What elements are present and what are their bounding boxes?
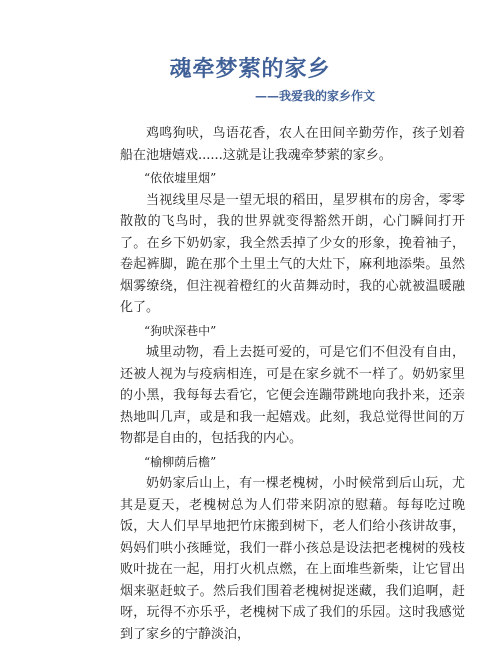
essay-title: 魂牵梦萦的家乡 bbox=[169, 56, 331, 82]
section-heading-3: “榆柳荫后檐” bbox=[144, 454, 217, 469]
section-paragraph-1: 当视线里尽是一望无垠的稻田，星罗棋布的房舍，零零散散的飞鸟时，我的世界就变得豁然开朗，心门瞬间打开了。在乡下奶奶家，我全然丢掉了少女的形象，挽着袖子，卷起裤脚，跪在那个土里土气的大灶下，麻利地添柴。虽然烟雾缭绕，但注视着橙红的火苗舞动时，我的心就被温暖融化了。 bbox=[120, 192, 465, 315]
section-heading-1: “依依墟里烟” bbox=[144, 171, 217, 185]
intro-paragraph: 鸡鸣狗吠，鸟语花香，农人在田间辛勤劳作，孩子划着船在池塘嬉戏......这就是让我魂牵梦萦的家乡。 bbox=[120, 126, 465, 163]
essay-body bbox=[120, 123, 465, 645]
section-paragraph-2: 城里动物，看上去挺可爱的，可是它们不但没有自由，还被人视为与疫病相连，可是在家乡就不一样了。奶奶家里的小黑，我每每去看它，它便会连蹦带跳地向我扑来，还亲热地叫几声，或是和我一起嬉戏。此刻，我总觉得世间的万物都是自由的，包括我的内心。 bbox=[120, 345, 465, 446]
section-paragraph-3: 奶奶家后山上，有一棵老槐树，小时候常到后山玩，尤其是夏天，老槐树总为人们带来阴凉的慰藉。每每吃过晚饭，大人们早早地把竹床搬到树下，老人们给小孩讲故事，妈妈们哄小孩睡觉，我们一群小孩总是设法把老槐树的残枝败叶拢在一起，用打火机点燃，在上面堆些新柴，让它冒出烟来驱赶蚊子。然后我们围着老槐树捉迷藏，我们追啊，赶呀，玩得不亦乐乎，老槐树下成了我们的乐园。这时我感觉到了家乡的宁静淡泊， bbox=[120, 476, 465, 642]
essay-subtitle: ——我爱我的家乡作文 bbox=[255, 89, 376, 103]
section-heading-2: “狗吠深巷中” bbox=[144, 323, 217, 338]
